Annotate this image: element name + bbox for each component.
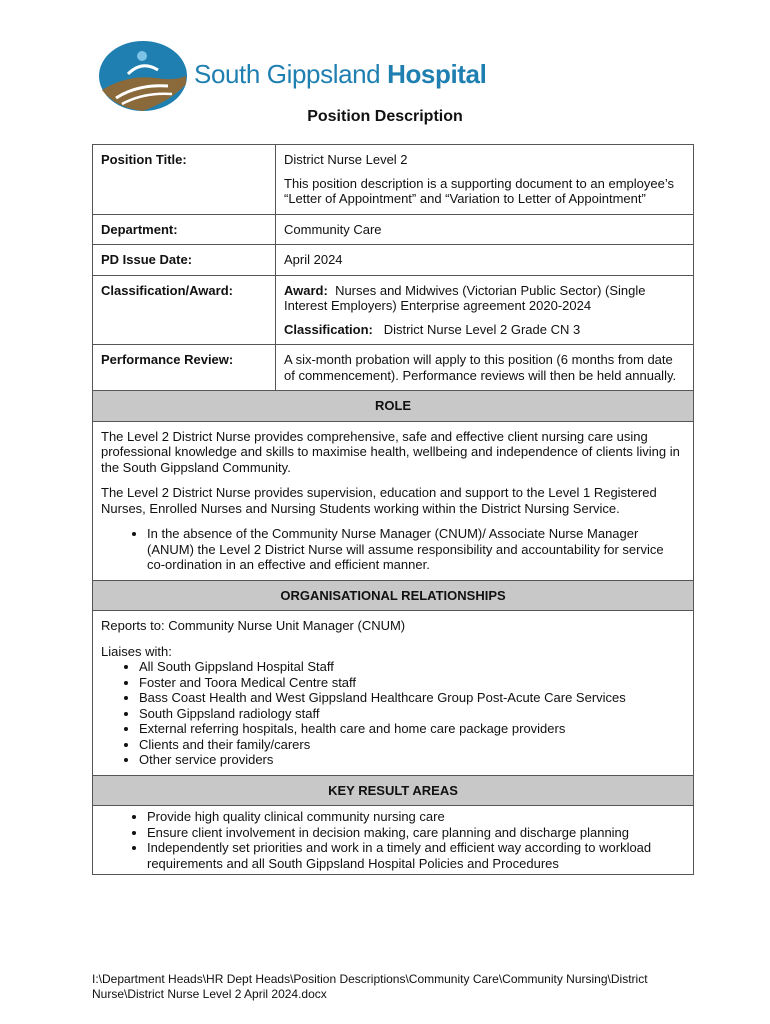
reports-to: Reports to: Community Nurse Unit Manager (CNUM) bbox=[101, 618, 406, 633]
list-item: • Independently set priorities and work in a timely and efficient way according to workload requirements and all South Gippsland Hospital Policies and Procedures bbox=[147, 840, 685, 871]
award-text: Nurses and Midwives (Victorian Public Sector) (Single Interest Employers) Enterprise agreement 2020-2024 bbox=[284, 282, 646, 313]
table-row bbox=[93, 145, 694, 215]
relationships-content bbox=[93, 611, 694, 776]
relationships-heading: ORGANISATIONAL RELATIONSHIPS bbox=[93, 580, 694, 611]
table-row bbox=[93, 611, 694, 776]
field-value bbox=[276, 145, 694, 215]
role-paragraph: The Level 2 District Nurse provides comprehensive, safe and effective client nursing care using professional knowledge and skills to maximise health, wellbeing and independence of clients living in the South Gippsland Community. bbox=[101, 428, 680, 475]
award-line bbox=[284, 283, 685, 314]
kra-content bbox=[93, 806, 694, 875]
hospital-name-bold: Hospital bbox=[387, 59, 487, 89]
role-content bbox=[93, 421, 694, 580]
document-title: Position Description bbox=[307, 108, 463, 125]
list-item: • Foster and Toora Medical Centre staff bbox=[139, 675, 685, 691]
hospital-name bbox=[194, 59, 486, 90]
table-row bbox=[93, 345, 694, 391]
role-heading: ROLE bbox=[93, 391, 694, 422]
list-item: • South Gippsland radiology staff bbox=[139, 706, 685, 722]
field-label: Department: bbox=[93, 214, 276, 245]
classification-line bbox=[284, 322, 685, 338]
table-row bbox=[93, 775, 694, 806]
list-item: • All South Gippsland Hospital Staff bbox=[139, 659, 685, 675]
classification-value bbox=[276, 275, 694, 345]
table-row bbox=[93, 421, 694, 580]
file-path-footer: I:\Department Heads\HR Dept Heads\Position Descriptions\Community Care\Community Nursing\District Nurse\District Nurse Level 2 April 2024.docx bbox=[92, 972, 648, 1001]
kra-list bbox=[101, 809, 685, 871]
list-item: • In the absence of the Community Nurse Manager (CNUM)/ Associate Nurse Manager (ANUM) the Level 2 District Nurse will assume responsibility and accountability for service co-ordination in an effective and efficient manner. bbox=[147, 526, 685, 573]
field-label: Position Title: bbox=[93, 145, 276, 215]
position-title-note: This position description is a supporting document to an employee’s “Letter of Appointment” and “Variation to Letter of Appointment” bbox=[284, 175, 674, 206]
role-paragraph: The Level 2 District Nurse provides supervision, education and support to the Level 1 Registered Nurses, Enrolled Nurses and Nursing Students working within the District Nursing Service. bbox=[101, 485, 657, 516]
list-item: • Ensure client involvement in decision making, care planning and discharge planning bbox=[147, 825, 685, 841]
list-item: • Bass Coast Health and West Gippsland Healthcare Group Post-Acute Care Services bbox=[139, 690, 685, 706]
issue-date-value: April 2024 bbox=[276, 245, 694, 276]
field-label: Classification/Award: bbox=[93, 275, 276, 345]
list-item: • Provide high quality clinical community nursing care bbox=[147, 809, 685, 825]
department-value: Community Care bbox=[276, 214, 694, 245]
list-item: • Other service providers bbox=[139, 752, 685, 768]
position-title-value: District Nurse Level 2 bbox=[284, 152, 408, 167]
hospital-name-light: South Gippsland bbox=[194, 59, 388, 89]
hospital-logo bbox=[98, 40, 498, 112]
list-item: • Clients and their family/carers bbox=[139, 737, 685, 753]
classification-text: District Nurse Level 2 Grade CN 3 bbox=[383, 321, 581, 337]
table-row bbox=[93, 214, 694, 245]
field-label: PD Issue Date: bbox=[93, 245, 276, 276]
kra-heading: KEY RESULT AREAS bbox=[93, 775, 694, 806]
table-row bbox=[93, 580, 694, 611]
award-label: Award: bbox=[284, 282, 328, 298]
list-item: • External referring hospitals, health care and home care package providers bbox=[139, 721, 685, 737]
performance-value: A six-month probation will apply to this position (6 months from date of commencement). Performance reviews will then be held annually. bbox=[276, 345, 694, 391]
liaises-list bbox=[101, 659, 685, 768]
role-bullets bbox=[101, 526, 685, 573]
hospital-logo-icon bbox=[98, 40, 190, 112]
liaises-label: Liaises with: bbox=[101, 643, 172, 659]
table-row bbox=[93, 275, 694, 345]
table-row bbox=[93, 391, 694, 422]
position-description-table bbox=[92, 144, 694, 875]
table-row bbox=[93, 806, 694, 875]
table-row bbox=[93, 245, 694, 276]
classification-label: Classification: bbox=[284, 321, 373, 337]
field-label: Performance Review: bbox=[93, 345, 276, 391]
